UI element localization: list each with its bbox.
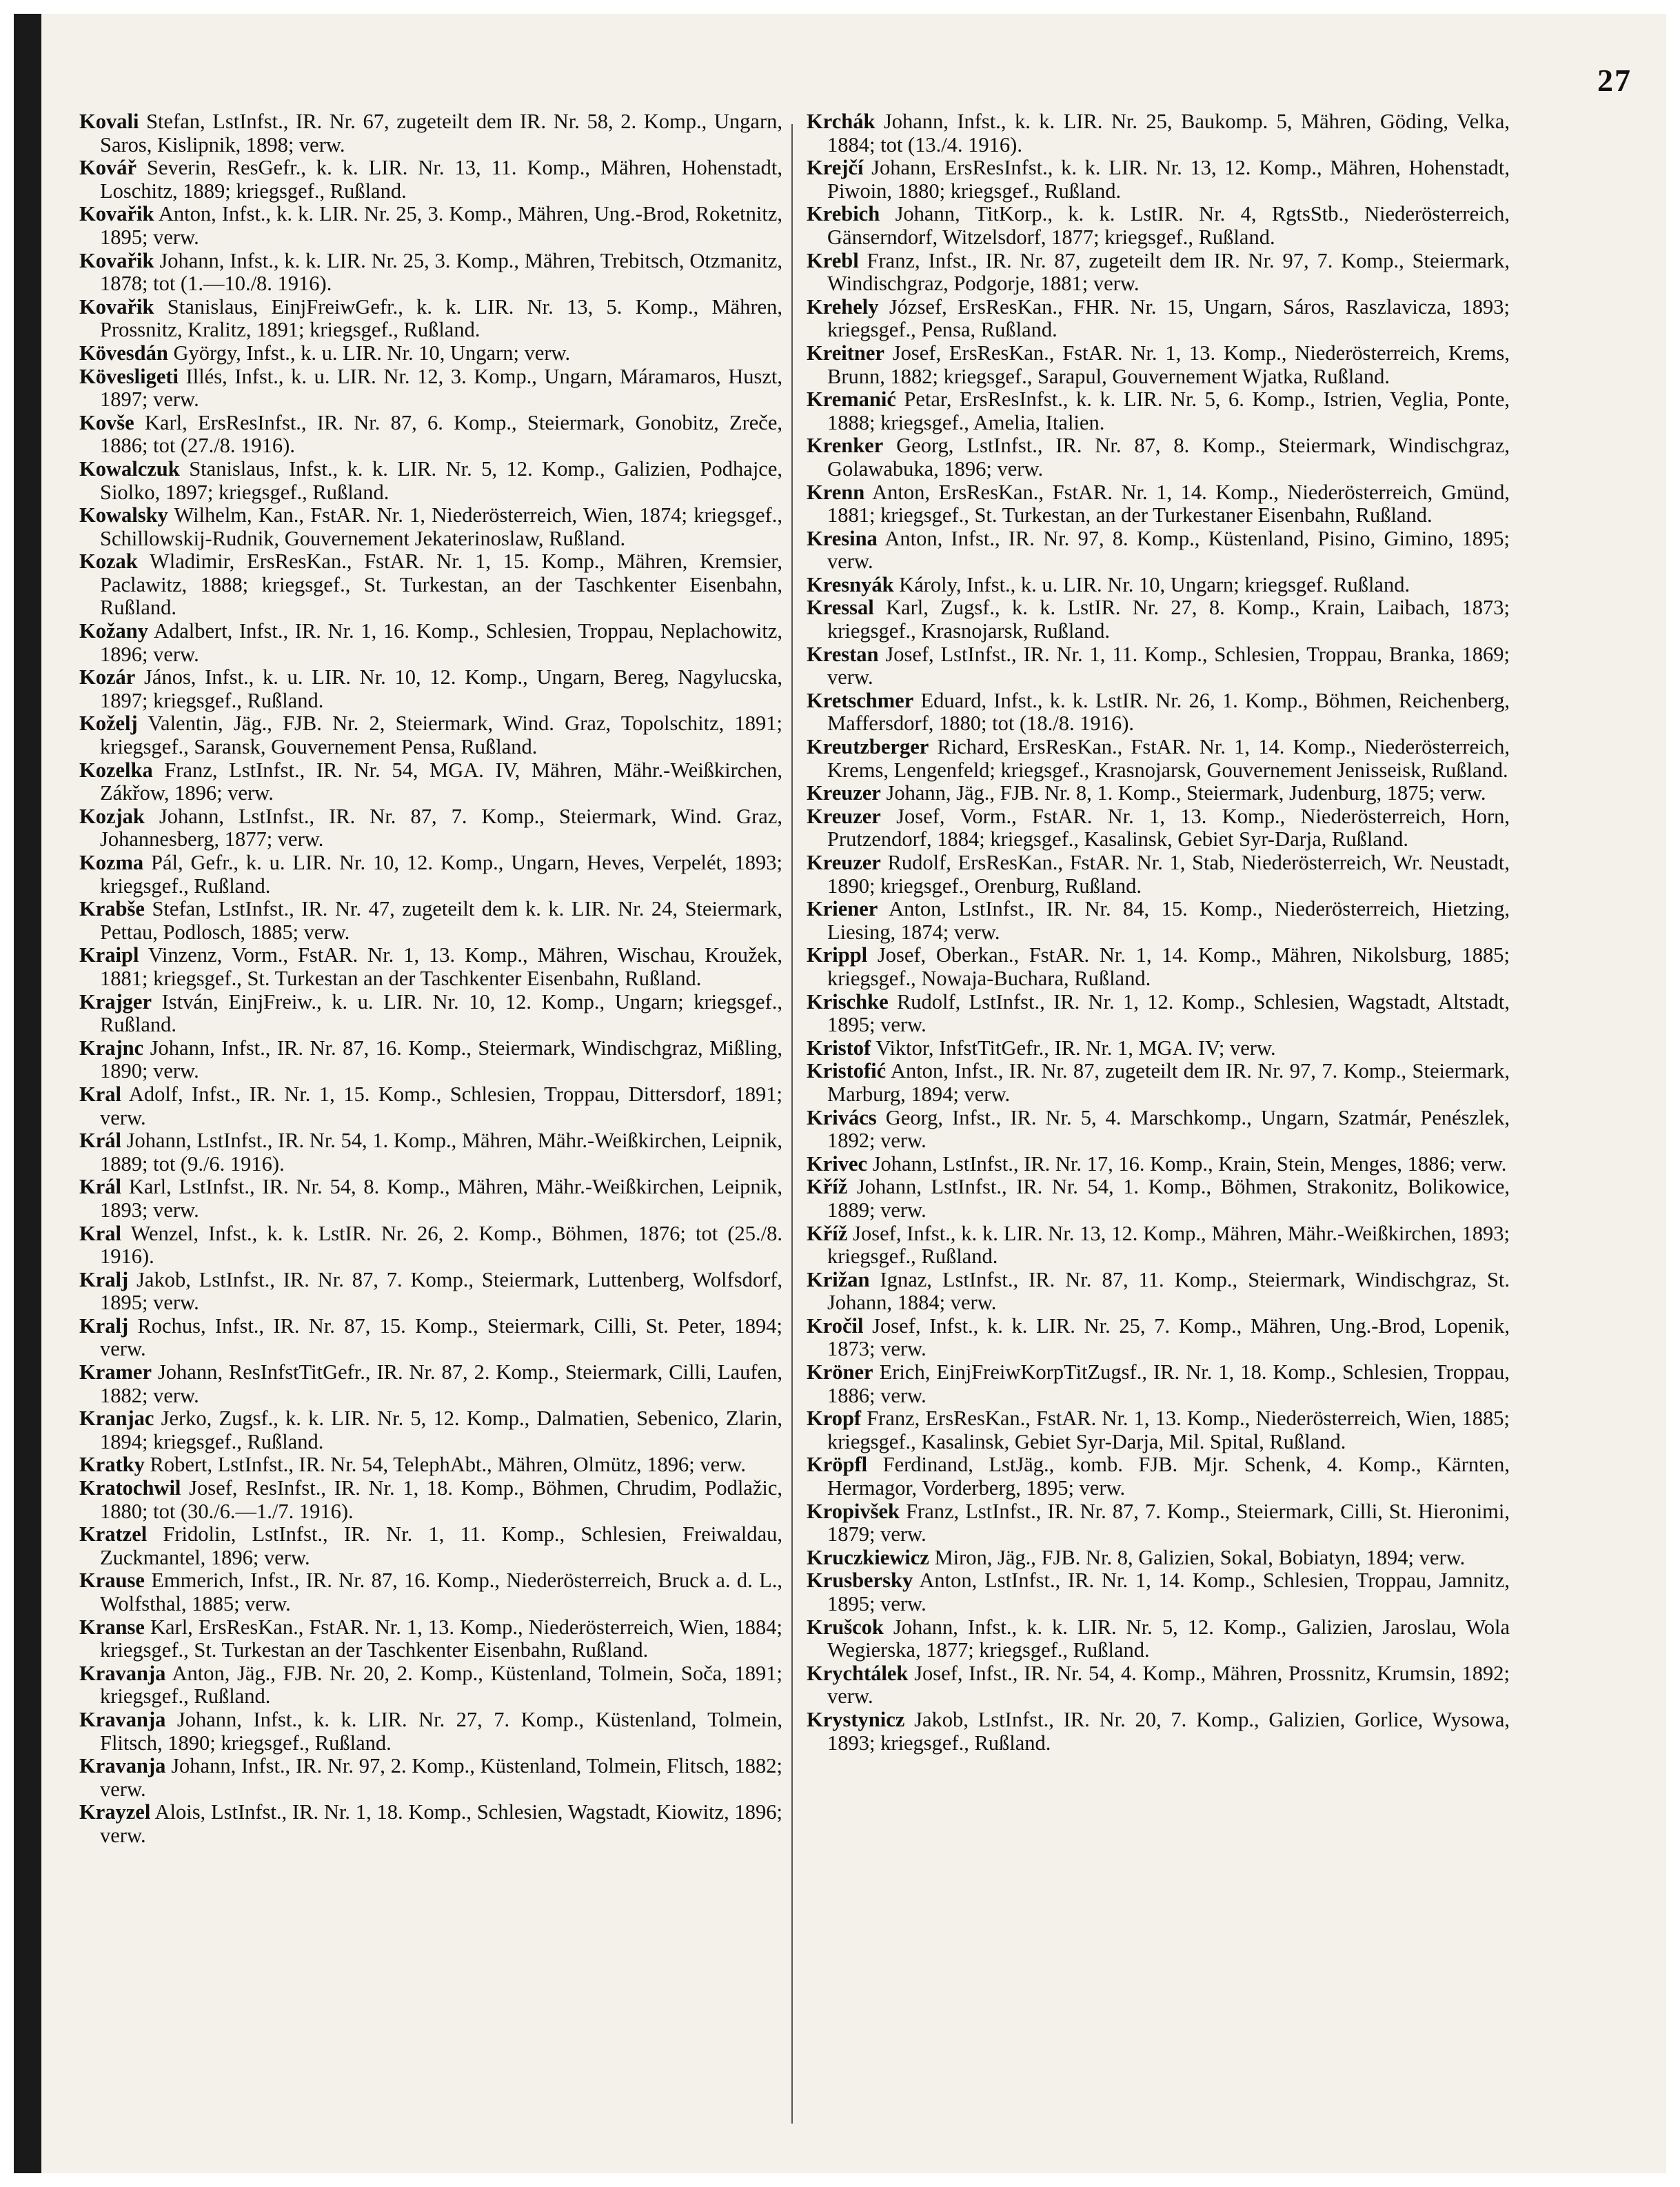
register-entry [79, 1129, 782, 1176]
entry-details: Josef, ErsResKan., FstAR. Nr. 1, 13. Komp., Niederösterreich, Krems, Brunn, 1882; kriegsgef., Sarapul, Gouvernement Wjatka, Rußland. [827, 341, 1510, 388]
register-entry [807, 689, 1510, 736]
register-entry [79, 412, 782, 458]
entry-details: Viktor, InfstTitGefr., IR. Nr. 1, MGA. IV; verw. [876, 1036, 1276, 1060]
entry-details: Johann, Infst., IR. Nr. 97, 2. Komp., Küstenland, Tolmein, Flitsch, 1882; verw. [100, 1754, 783, 1801]
register-entry [79, 1361, 782, 1407]
entry-surname: Krebich [807, 202, 880, 226]
right-column [807, 110, 1510, 1755]
entry-details: Stanislaus, Infst., k. k. LIR. Nr. 5, 12. Komp., Galizien, Podhajce, Siolko, 1897; kriegsgef., Rußland. [100, 456, 783, 504]
entry-details: Illés, Infst., k. u. LIR. Nr. 12, 3. Komp., Ungarn, Máramaros, Huszt, 1897; verw. [100, 364, 782, 412]
register-entry [79, 759, 782, 805]
entry-details: Erich, EinjFreiwKorpTitZugsf., IR. Nr. 1, 18. Komp., Schlesien, Troppau, 1886; verw. [827, 1360, 1510, 1407]
register-entry [79, 805, 782, 851]
entry-surname: Kraipl [79, 943, 139, 967]
register-entry [79, 504, 782, 550]
register-entry [807, 388, 1510, 434]
entry-details: Anton, Infst., IR. Nr. 87, zugeteilt dem IR. Nr. 97, 7. Komp., Steiermark, Marburg, 1894; verw. [827, 1059, 1510, 1106]
entry-details: Emmerich, Infst., IR. Nr. 87, 16. Komp., Niederösterreich, Bruck a. d. L., Wolfsthal, 1885; verw. [100, 1569, 783, 1615]
entry-details: Robert, LstInfst., IR. Nr. 54, TelephAbt., Mähren, Olmütz, 1896; verw. [150, 1453, 746, 1477]
entry-details: Johann, Infst., k. k. LIR. Nr. 25, Baukomp. 5, Mähren, Göding, Velka, 1884; tot (13./4. 1916). [827, 110, 1510, 157]
entry-surname: Kozjak [79, 804, 145, 828]
entry-details: Stanislaus, EinjFreiwGefr., k. k. LIR. Nr. 13, 5. Komp., Mähren, Prossnitz, Kralitz, 1891; kriegsgef., Rußland. [100, 294, 783, 342]
register-entry [79, 458, 782, 504]
register-entry [79, 365, 782, 412]
entry-surname: Kramer [79, 1360, 152, 1384]
entry-details: Georg, LstInfst., IR. Nr. 87, 8. Komp., Steiermark, Windischgraz, Golawabuka, 1896; verw. [827, 434, 1510, 481]
entry-details: Rudolf, ErsResKan., FstAR. Nr. 1, Stab, Niederösterreich, Wr. Neustadt, 1890; kriegsgef., Orenburg, Rußland. [827, 851, 1510, 898]
left-column [79, 110, 782, 1848]
register-entry [807, 250, 1510, 296]
entry-details: Wladimir, ErsResKan., FstAR. Nr. 1, 15. Komp., Mähren, Kremsier, Paclawitz, 1888; kriegsgef., St. Turkestan, an der Taschkenter Eisenbahn, Rußland. [100, 550, 782, 620]
entry-details: Ferdinand, LstJäg., komb. FJB. Mjr. Schenk, 4. Komp., Kärnten, Hermagor, Vorderberg, 1895; verw. [827, 1453, 1510, 1500]
entry-surname: Kremanić [807, 387, 896, 412]
entry-surname: Kreutzberger [807, 735, 929, 759]
entry-surname: Kovše [79, 410, 134, 434]
entry-details: Johann, Jäg., FJB. Nr. 8, 1. Komp., Steiermark, Judenburg, 1875; verw. [886, 781, 1486, 805]
entry-surname: Kriener [807, 897, 878, 921]
register-entry [807, 1153, 1510, 1176]
entry-details: Adalbert, Infst., IR. Nr. 1, 16. Komp., Schlesien, Troppau, Neplachowitz, 1896; verw. [100, 619, 782, 666]
entry-surname: Kowalczuk [79, 456, 180, 481]
entry-surname: Kral [79, 1082, 121, 1106]
entry-details: István, EinjFreiw., k. u. LIR. Nr. 10, 12. Komp., Ungarn; kriegsgef., Rußland. [100, 989, 782, 1037]
register-entry [79, 1523, 782, 1569]
entry-surname: Kövesligeti [79, 364, 179, 388]
entry-surname: Kreitner [807, 341, 884, 365]
register-entry [79, 1176, 782, 1222]
entry-details: Johann, LstInfst., IR. Nr. 54, 1. Komp., Böhmen, Strakonitz, Bolikowice, 1889; verw. [827, 1175, 1510, 1222]
register-entry [807, 481, 1510, 527]
entry-surname: Kreuzer [807, 781, 881, 805]
register-entry [79, 342, 782, 365]
entry-details: Karl, LstInfst., IR. Nr. 54, 8. Komp., Mähren, Mähr.-Weißkirchen, Leipnik, 1893; verw. [100, 1175, 783, 1222]
entry-details: Johann, Infst., IR. Nr. 87, 16. Komp., Steiermark, Windischgraz, Mißling, 1890; verw. [100, 1036, 783, 1083]
entry-surname: Krystynicz [807, 1707, 905, 1731]
register-entry [79, 1569, 782, 1615]
entry-details: Josef, Infst., k. k. LIR. Nr. 25, 7. Komp., Mähren, Ung.-Brod, Lopenik, 1873; verw. [827, 1313, 1510, 1361]
entry-details: Stefan, LstInfst., IR. Nr. 47, zugeteilt dem k. k. LIR. Nr. 24, Steiermark, Pettau, Podlosch, 1885; verw. [100, 897, 783, 944]
entry-details: Franz, Infst., IR. Nr. 87, zugeteilt dem IR. Nr. 97, 7. Komp., Steiermark, Windischgraz, Podgorje, 1881; verw. [827, 248, 1510, 296]
register-entry [79, 1407, 782, 1453]
register-entry [807, 991, 1510, 1037]
entry-details: Pál, Gefr., k. u. LIR. Nr. 10, 12. Komp., Ungarn, Heves, Verpelét, 1893; kriegsgef., Rußland. [100, 851, 782, 898]
entry-details: Ignaz, LstInfst., IR. Nr. 87, 11. Komp., Steiermark, Windischgraz, St. Johann, 1884; verw. [827, 1267, 1510, 1315]
register-entry [79, 1037, 782, 1083]
entry-details: Franz, ErsResKan., FstAR. Nr. 1, 13. Komp., Niederösterreich, Wien, 1885; kriegsgef., Kasalinsk, Gebiet Syr-Darja, Mil. Spital, Rußland. [827, 1407, 1510, 1453]
register-entry [807, 1500, 1510, 1546]
register-entry [79, 1222, 782, 1269]
register-entry [807, 782, 1510, 805]
entry-surname: Krabše [79, 897, 145, 921]
entry-surname: Kozár [79, 665, 136, 689]
entry-details: Jakob, LstInfst., IR. Nr. 87, 7. Komp., Steiermark, Luttenberg, Wolfsdorf, 1895; verw. [100, 1267, 782, 1315]
entry-details: Johann, LstInfst., IR. Nr. 54, 1. Komp., Mähren, Mähr.-Weißkirchen, Leipnik, 1889; tot (9./6. 1916). [100, 1129, 783, 1176]
register-entry [807, 1709, 1510, 1755]
entry-details: Eduard, Infst., k. k. LstIR. Nr. 26, 1. Komp., Böhmen, Reichenberg, Maffersdorf, 1880; tot (18./8. 1916). [827, 688, 1510, 736]
register-entry [807, 1569, 1510, 1615]
entry-surname: Kravanja [79, 1754, 166, 1778]
entry-details: Petar, ErsResInfst., k. k. LIR. Nr. 5, 6. Komp., Istrien, Veglia, Ponte, 1888; kriegsgef., Amelia, Italien. [827, 387, 1510, 434]
register-entry [79, 1616, 782, 1662]
entry-details: Fridolin, LstInfst., IR. Nr. 1, 11. Komp., Schlesien, Freiwaldau, Zuckmantel, 1896; verw. [100, 1522, 783, 1569]
register-entry [79, 203, 782, 249]
entry-surname: Krchák [807, 110, 876, 133]
entry-details: Johann, Infst., k. k. LIR. Nr. 25, 3. Komp., Mähren, Trebitsch, Otzmanitz, 1878; tot (1.—10./8. 1916). [100, 248, 783, 296]
entry-surname: Kratzel [79, 1522, 148, 1546]
entry-details: Georg, Infst., IR. Nr. 5, 4. Marschkomp., Ungarn, Szatmár, Penészlek, 1892; verw. [827, 1105, 1510, 1153]
entry-details: József, ErsResKan., FHR. Nr. 15, Ungarn, Sáros, Raszlavicza, 1893; kriegsgef., Pensa, Rußland. [827, 294, 1510, 342]
entry-surname: Kreuzer [807, 851, 881, 874]
entry-surname: Kropivšek [807, 1499, 900, 1523]
column-divider [791, 124, 793, 2124]
register-entry [79, 666, 782, 712]
entry-surname: Kratky [79, 1453, 145, 1477]
register-entry [807, 898, 1510, 944]
entry-details: Rochus, Infst., IR. Nr. 87, 15. Komp., Steiermark, Cilli, St. Peter, 1894; verw. [100, 1313, 783, 1361]
entry-surname: Krause [79, 1569, 145, 1593]
entry-surname: Kröpfl [807, 1453, 868, 1477]
entry-details: Johann, LstInfst., IR. Nr. 17, 16. Komp., Krain, Stein, Menges, 1886; verw. [872, 1151, 1507, 1176]
entry-details: Johann, Infst., k. k. LIR. Nr. 5, 12. Komp., Galizien, Jaroslau, Wola Wegierska, 1877; kriegsgef., Rußland. [827, 1615, 1510, 1662]
entry-surname: Krenn [807, 480, 865, 504]
register-entry [79, 296, 782, 342]
entry-surname: Kruczkiewicz [807, 1545, 929, 1569]
register-entry [79, 898, 782, 944]
entry-surname: Král [79, 1129, 121, 1153]
entry-details: Johann, LstInfst., IR. Nr. 87, 7. Komp., Steiermark, Wind. Graz, Johannesberg, 1877; verw. [100, 804, 783, 851]
entry-surname: Krušcok [807, 1615, 884, 1639]
entry-details: Anton, LstInfst., IR. Nr. 84, 15. Komp., Niederösterreich, Hietzing, Liesing, 1874; verw. [827, 897, 1510, 944]
entry-details: Adolf, Infst., IR. Nr. 1, 15. Komp., Schlesien, Troppau, Dittersdorf, 1891; verw. [100, 1082, 782, 1129]
entry-surname: Kovařik [79, 248, 154, 272]
entry-surname: Kročil [807, 1313, 864, 1338]
register-entry [807, 944, 1510, 990]
register-entry [79, 1453, 782, 1477]
entry-details: Josef, Infst., IR. Nr. 54, 4. Komp., Mähren, Prossnitz, Krumsin, 1892; verw. [827, 1661, 1510, 1709]
entry-surname: Kresnyák [807, 572, 894, 596]
entry-surname: Krychtálek [807, 1661, 909, 1685]
entry-details: Josef, ResInfst., IR. Nr. 1, 18. Komp., Böhmen, Chrudim, Podlažic, 1880; tot (30./6.—1./7. 1916). [100, 1476, 783, 1523]
entry-details: Karl, ErsResKan., FstAR. Nr. 1, 13. Komp., Niederösterreich, Wien, 1884; kriegsgef., St. Turkestan an der Taschkenter Eisenbahn, Rußland. [100, 1615, 782, 1662]
register-entry [807, 296, 1510, 342]
entry-details: Jerko, Zugsf., k. k. LIR. Nr. 5, 12. Komp., Dalmatien, Sebenico, Zlarin, 1894; kriegsgef., Rußland. [100, 1407, 782, 1453]
entry-details: Johann, Infst., k. k. LIR. Nr. 27, 7. Komp., Küstenland, Tolmein, Flitsch, 1890; kriegsgef., Rußland. [100, 1707, 782, 1755]
entry-surname: Krivec [807, 1151, 868, 1176]
entry-details: Miron, Jäg., FJB. Nr. 8, Galizien, Sokal, Bobiatyn, 1894; verw. [934, 1545, 1466, 1569]
register-entry [79, 1269, 782, 1315]
entry-details: György, Infst., k. u. LIR. Nr. 10, Ungarn; verw. [173, 341, 571, 365]
entry-details: Anton, Infst., IR. Nr. 97, 8. Komp., Küstenland, Pisino, Gimino, 1895; verw. [827, 526, 1510, 574]
entry-details: Richard, ErsResKan., FstAR. Nr. 1, 14. Komp., Niederösterreich, Krems, Lengenfeld; kriegsgef., Krasnojarsk, Gouvernement Jenisseisk, Rußland. [827, 735, 1510, 782]
register-entry [79, 157, 782, 203]
entry-surname: Krebl [807, 248, 859, 272]
entry-surname: Kozma [79, 851, 144, 874]
entry-details: Anton, Infst., k. k. LIR. Nr. 25, 3. Komp., Mähren, Ung.-Brod, Roketnitz, 1895; verw. [100, 202, 782, 249]
register-entry [807, 805, 1510, 851]
register-entry [79, 1709, 782, 1755]
entry-details: Valentin, Jäg., FJB. Nr. 2, Steiermark, Wind. Graz, Topolschitz, 1891; kriegsgef., Saransk, Gouvernement Pensa, Rußland. [100, 712, 782, 759]
entry-details: János, Infst., k. u. LIR. Nr. 10, 12. Komp., Ungarn, Bereg, Nagylucska, 1897; kriegsgef., Rußland. [100, 665, 782, 712]
register-entry [79, 851, 782, 898]
entry-surname: Král [79, 1175, 121, 1199]
register-entry [79, 550, 782, 620]
entry-surname: Kövesdán [79, 341, 168, 365]
entry-details: Anton, LstInfst., IR. Nr. 1, 14. Komp., Schlesien, Troppau, Jamnitz, 1895; verw. [827, 1569, 1510, 1615]
register-entry [79, 1477, 782, 1523]
entry-surname: Krischke [807, 989, 889, 1014]
entry-surname: Kralj [79, 1313, 129, 1338]
register-entry [79, 1083, 782, 1129]
register-entry [807, 1546, 1510, 1570]
register-entry [79, 991, 782, 1037]
entry-details: Alois, LstInfst., IR. Nr. 1, 18. Komp., Schlesien, Wagstadt, Kiowitz, 1896; verw. [100, 1800, 782, 1847]
register-entry [807, 1662, 1510, 1709]
entry-details: Franz, LstInfst., IR. Nr. 54, MGA. IV, Mähren, Mähr.-Weißkirchen, Zákřow, 1896; verw. [100, 758, 783, 805]
entry-surname: Kranse [79, 1615, 145, 1639]
entry-surname: Kovařik [79, 294, 154, 319]
entry-surname: Kovařik [79, 202, 154, 226]
scan-border [14, 14, 41, 2173]
register-entry [807, 110, 1510, 157]
register-entry [807, 1407, 1510, 1453]
entry-details: Severin, ResGefr., k. k. LIR. Nr. 13, 11. Komp., Mähren, Hohenstadt, Loschitz, 1889; kriegsgef., Rußland. [100, 156, 782, 203]
entry-surname: Kropf [807, 1407, 862, 1431]
register-entry [807, 1269, 1510, 1315]
register-entry [79, 620, 782, 666]
entry-details: Johann, TitKorp., k. k. LstIR. Nr. 4, RgtsStb., Niederösterreich, Gänserndorf, Witzelsdorf, 1877; kriegsgef., Rußland. [827, 202, 1510, 249]
entry-surname: Kral [79, 1221, 121, 1245]
register-entry [807, 434, 1510, 481]
entry-details: Josef, LstInfst., IR. Nr. 1, 11. Komp., Schlesien, Troppau, Branka, 1869; verw. [827, 642, 1510, 689]
register-entry [807, 157, 1510, 203]
register-entry [79, 712, 782, 758]
entry-surname: Kovář [79, 156, 137, 180]
register-entry [807, 1315, 1510, 1361]
entry-surname: Krajnc [79, 1036, 144, 1060]
entry-surname: Kretschmer [807, 688, 914, 712]
entry-surname: Kožany [79, 619, 148, 643]
entry-details: Anton, Jäg., FJB. Nr. 20, 2. Komp., Küstenland, Tolmein, Soča, 1891; kriegsgef., Rußland. [100, 1661, 783, 1709]
entry-surname: Krippl [807, 943, 868, 967]
entry-details: Karl, ErsResInfst., IR. Nr. 87, 6. Komp., Steiermark, Gonobitz, Zreče, 1886; tot (27./8. 1916). [100, 410, 782, 458]
entry-surname: Kratochwil [79, 1476, 181, 1500]
register-entry [807, 574, 1510, 597]
entry-details: Stefan, LstInfst., IR. Nr. 67, zugeteilt dem IR. Nr. 58, 2. Komp., Ungarn, Saros, Kislipnik, 1898; verw. [100, 110, 783, 157]
register-entry [807, 851, 1510, 898]
entry-surname: Kröner [807, 1360, 873, 1384]
entry-surname: Kozelka [79, 758, 153, 782]
register-entry [807, 596, 1510, 643]
register-entry [807, 1453, 1510, 1500]
entry-surname: Kristofić [807, 1059, 887, 1083]
entry-surname: Krehely [807, 294, 879, 319]
entry-details: Vinzenz, Vorm., FstAR. Nr. 1, 13. Komp., Mähren, Wischau, Kroužek, 1881; kriegsgef., St. Turkestan an der Taschkenter Eisenbahn, Rußland. [100, 943, 783, 990]
register-entry [79, 1662, 782, 1709]
document-page [14, 14, 1666, 2173]
entry-surname: Kozak [79, 550, 138, 574]
entry-surname: Krestan [807, 642, 879, 666]
entry-surname: Križan [807, 1267, 870, 1291]
entry-surname: Kowalsky [79, 503, 168, 527]
entry-details: Wenzel, Infst., k. k. LstIR. Nr. 26, 2. Komp., Böhmen, 1876; tot (25./8. 1916). [100, 1221, 783, 1269]
entry-details: Anton, ErsResKan., FstAR. Nr. 1, 14. Komp., Niederösterreich, Gmünd, 1881; kriegsgef., St. Turkestan, an der Turkestaner Eisenbahn, Rußland. [827, 480, 1510, 527]
register-entry [807, 1060, 1510, 1106]
entry-details: Karl, Zugsf., k. k. LstIR. Nr. 27, 8. Komp., Krain, Laibach, 1873; kriegsgef., Krasnojarsk, Rußland. [827, 596, 1510, 643]
entry-surname: Krejčí [807, 156, 864, 180]
entry-surname: Kralj [79, 1267, 129, 1291]
register-entry [79, 1755, 782, 1801]
register-entry [807, 1616, 1510, 1662]
register-entry [807, 1107, 1510, 1153]
register-entry [807, 342, 1510, 388]
register-entry [807, 736, 1510, 782]
entry-surname: Kristof [807, 1036, 871, 1060]
entry-details: Károly, Infst., k. u. LIR. Nr. 10, Ungarn; kriegsgef. Rußland. [899, 572, 1410, 596]
entry-surname: Krajger [79, 989, 152, 1014]
register-entry [79, 1315, 782, 1361]
entry-details: Wilhelm, Kan., FstAR. Nr. 1, Niederösterreich, Wien, 1874; kriegsgef., Schillowskij-Rudnik, Gouvernement Jekaterinoslaw, Rußland. [100, 503, 782, 550]
register-entry [807, 643, 1510, 689]
entry-surname: Krivács [807, 1105, 877, 1129]
entry-surname: Kříž [807, 1221, 848, 1245]
entry-details: Josef, Oberkan., FstAR. Nr. 1, 14. Komp., Mähren, Nikolsburg, 1885; kriegsgef., Nowaja-Buchara, Rußland. [827, 943, 1510, 990]
entry-surname: Kravanja [79, 1707, 166, 1731]
entry-surname: Kranjac [79, 1407, 154, 1431]
entry-surname: Kovali [79, 110, 139, 133]
register-entry [79, 1801, 782, 1847]
register-entry [807, 1222, 1510, 1269]
register-entry [807, 1176, 1510, 1222]
entry-surname: Kresina [807, 526, 878, 550]
register-entry [79, 250, 782, 296]
entry-surname: Kravanja [79, 1661, 166, 1685]
register-entry [807, 203, 1510, 249]
entry-surname: Krayzel [79, 1800, 151, 1824]
entry-details: Jakob, LstInfst., IR. Nr. 20, 7. Komp., Galizien, Gorlice, Wysowa, 1893; kriegsgef., Rußland. [827, 1707, 1510, 1755]
entry-surname: Koželj [79, 712, 138, 736]
entry-surname: Krusbersky [807, 1569, 913, 1593]
entry-surname: Kressal [807, 596, 874, 620]
page-number: 27 [1597, 63, 1632, 98]
entry-details: Franz, LstInfst., IR. Nr. 87, 7. Komp., Steiermark, Cilli, St. Hieronimi, 1879; verw. [827, 1499, 1510, 1546]
entry-surname: Kreuzer [807, 804, 881, 828]
entry-details: Johann, ErsResInfst., k. k. LIR. Nr. 13, 12. Komp., Mähren, Hohenstadt, Piwoin, 1880; kriegsgef., Rußland. [827, 156, 1510, 203]
entry-surname: Krenker [807, 434, 884, 458]
register-entry [79, 944, 782, 990]
entry-surname: Kříž [807, 1175, 848, 1199]
entry-details: Johann, ResInfstTitGefr., IR. Nr. 87, 2. Komp., Steiermark, Cilli, Laufen, 1882; verw. [100, 1360, 782, 1407]
register-entry [807, 1037, 1510, 1060]
entry-details: Josef, Infst., k. k. LIR. Nr. 13, 12. Komp., Mähren, Mähr.-Weißkirchen, 1893; kriegsgef., Rußland. [827, 1221, 1510, 1269]
register-entry [79, 110, 782, 157]
entry-details: Rudolf, LstInfst., IR. Nr. 1, 12. Komp., Schlesien, Wagstadt, Altstadt, 1895; verw. [827, 989, 1510, 1037]
register-entry [807, 1361, 1510, 1407]
entry-details: Josef, Vorm., FstAR. Nr. 1, 13. Komp., Niederösterreich, Horn, Prutzendorf, 1884; kriegsgef., Kasalinsk, Gebiet Syr-Darja, Rußland. [827, 804, 1510, 851]
register-entry [807, 527, 1510, 574]
